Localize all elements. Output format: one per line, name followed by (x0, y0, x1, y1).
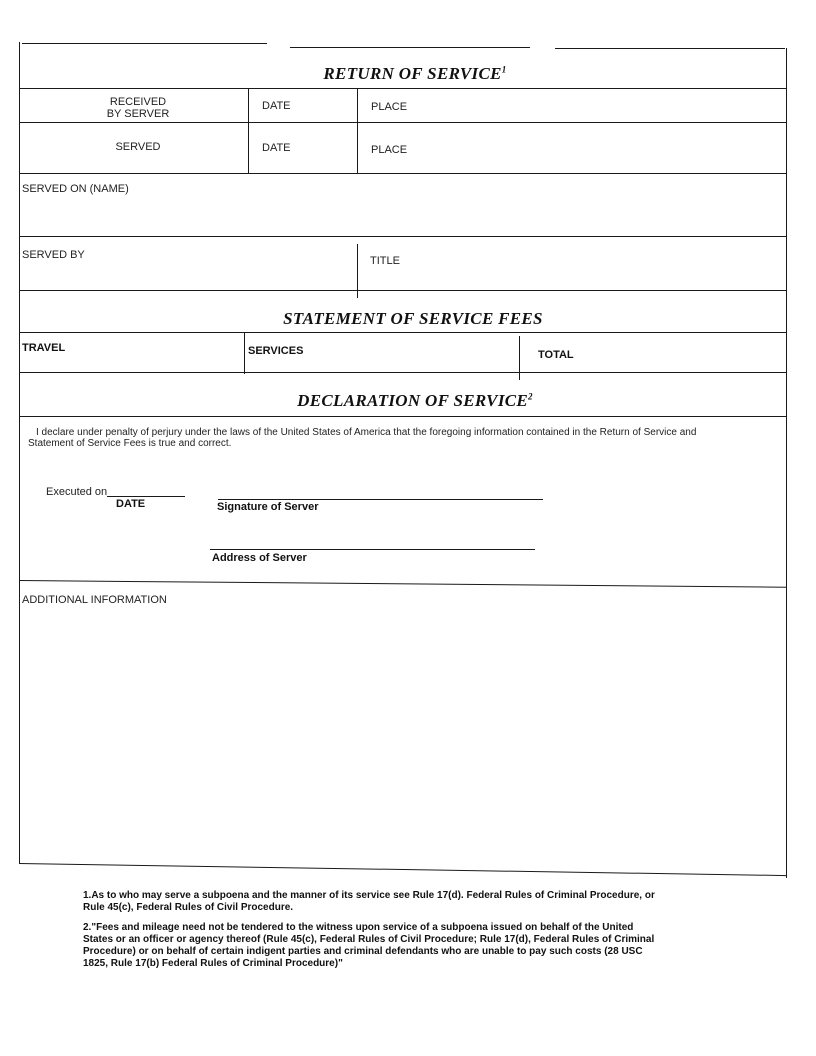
total-label: TOTAL (538, 349, 574, 361)
declaration-text: I declare under penalty of perjury under the laws of the United States of America that the foregoing information contained in the Return of Service and Statement of Service Fees is true and correct. (28, 427, 697, 449)
sf-divider-a (244, 332, 245, 374)
served-place-label: PLACE (371, 144, 408, 156)
served-date-label: DATE (262, 142, 291, 154)
service-fees-title: STATEMENT OF SERVICE FEES (283, 309, 543, 328)
top-rule-3 (555, 48, 785, 49)
received-date-label: DATE (262, 100, 291, 112)
footnote-2: 2."Fees and mileage need not be tendered to the witness upon service of a subpoena issued on behalf of the United States or an officer or agency thereof (Rule 45(c), Federal Rules of Civil Procedure; Rule 17(d), Federal Rules of Criminal Procedure) or on behalf of certain indigent parties and criminal defendants who are unable to pay such costs (28 USC 1825, Rule 17(b) Federal Rules of Criminal Procedure)" (83, 922, 655, 969)
served-label: SERVED (115, 141, 161, 153)
executed-on-label: Executed on (46, 486, 108, 498)
top-rule-2 (290, 47, 530, 48)
footnote-ref-2: 2 (528, 391, 533, 402)
additional-information-label: ADDITIONAL INFORMATION (22, 594, 167, 606)
served-by-label: SERVED BY (22, 249, 85, 261)
rule-rs-4 (19, 236, 787, 237)
return-of-service-title: RETURN OF SERVICE$^1$ (323, 64, 507, 83)
address-line (210, 549, 535, 550)
served-on-name-label: SERVED ON (NAME) (22, 183, 129, 195)
rule-sf-2 (19, 372, 787, 373)
executed-date-line (107, 496, 185, 497)
address-of-server-label: Address of Server (212, 552, 307, 564)
rs-divider-a (248, 88, 249, 174)
received-by-server-label: RECEIVED BY SERVER (106, 96, 170, 120)
top-rule-1 (22, 43, 267, 44)
rule-sf-1 (19, 332, 787, 333)
title-label: TITLE (370, 255, 400, 267)
frame-bottom (19, 863, 787, 876)
executed-date-label: DATE (116, 498, 146, 510)
rule-rs-1 (19, 88, 787, 89)
footnote-ref-1: 1 (501, 64, 507, 75)
rule-rs-5 (19, 290, 787, 291)
rule-rs-3 (19, 173, 787, 174)
signature-line (218, 499, 543, 500)
frame-left (19, 42, 20, 864)
received-place-label: PLACE (371, 101, 408, 113)
rule-dc-1 (19, 416, 787, 417)
travel-label: TRAVEL (22, 342, 66, 354)
rs-divider-b (357, 88, 358, 174)
footnote-1: 1.As to who may serve a subpoena and the manner of its service see Rule 17(d). Federal Rules of Criminal Procedure, or Rule 45(c), Federal Rules of Civil Procedure. (83, 890, 655, 913)
sf-divider-b (519, 336, 520, 380)
services-label: SERVICES (248, 345, 304, 357)
rule-dc-2 (19, 580, 787, 588)
declaration-title: DECLARATION OF SERVICE$^2$ (297, 391, 533, 410)
rule-rs-2 (19, 122, 787, 123)
signature-of-server-label: Signature of Server (217, 501, 319, 513)
